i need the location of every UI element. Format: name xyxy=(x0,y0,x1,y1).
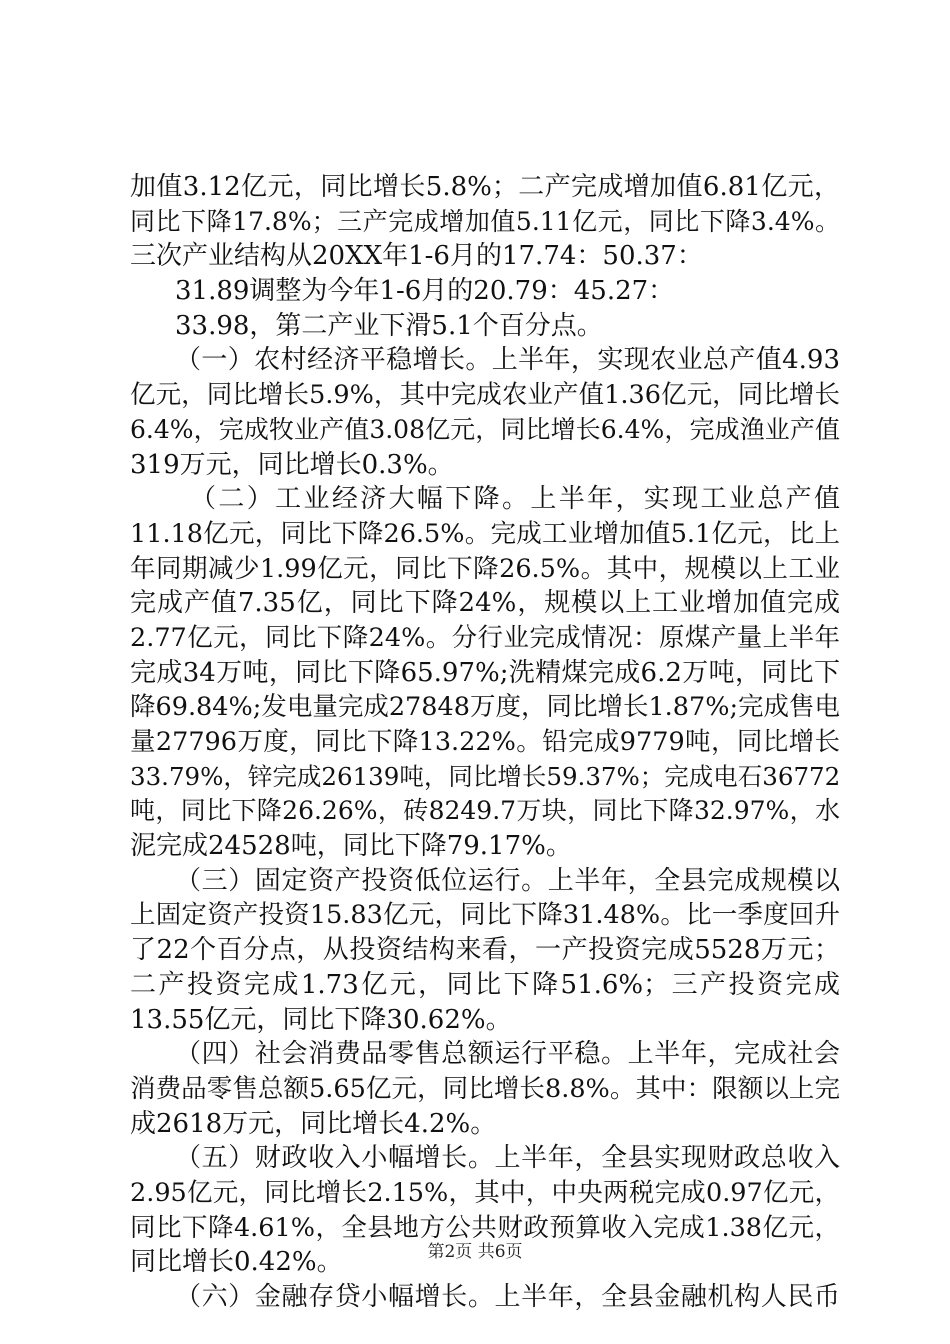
text-line: 成2618万元，同比增长4.2%。 xyxy=(130,1108,497,1139)
text-line: 完成34万吨，同比下降65.97%;洗精煤完成6.2万吨，同比下 xyxy=(130,657,840,688)
text-line: 33.98，第二产业下滑5.1个百分点。 xyxy=(175,310,603,341)
text-line: （三）固定资产投资低位运行。上半年，全县完成规模以 xyxy=(175,865,840,896)
text-line: 2.95亿元，同比增长2.15%，其中，中央两税完成0.97亿元， xyxy=(130,1177,840,1208)
text-line: 消费品零售总额5.65亿元，同比增长8.8%。其中：限额以上完 xyxy=(130,1073,840,1104)
text-line: 上固定资产投资15.83亿元，同比下降31.48%。比一季度回升 xyxy=(130,900,840,931)
text-line: 降69.84%;发电量完成27848万度，同比增长1.87%;完成售电 xyxy=(130,692,840,723)
text-line: （五）财政收入小幅增长。上半年，全县实现财政总收入 xyxy=(175,1143,840,1174)
text-line: 年同期减少1.99亿元，同比下降26.5%。其中，规模以上工业 xyxy=(130,553,840,584)
document-body xyxy=(130,170,840,1315)
text-line: 量27796万度，同比下降13.22%。铅完成9779吨，同比增长 xyxy=(130,727,840,757)
text-line: 吨，同比下降26.26%，砖8249.7万块，同比下降32.97%，水 xyxy=(130,796,840,826)
text-line: 了22个百分点，从投资结构来看，一产投资完成5528万元； xyxy=(130,935,840,966)
text-line: 二产投资完成1.73亿元，同比下降51.6%；三产投资完成 xyxy=(130,969,840,1000)
text-line: 13.55亿元，同比下降30.62%。 xyxy=(130,1004,512,1035)
text-line: 同比增长0.42%。 xyxy=(130,1247,343,1278)
text-line: （六）金融存贷小幅增长。上半年，全县金融机构人民币 xyxy=(175,1282,840,1312)
text-line: 319万元，同比增长0.3%。 xyxy=(130,449,454,480)
text-line: 同比下降17.8%；三产完成增加值5.11亿元，同比下降3.4%。 xyxy=(130,206,840,236)
text-line: 2.77亿元，同比下降24%。分行业完成情况：原煤产量上半年 xyxy=(130,622,840,653)
text-line: 11.18亿元，同比下降26.5%。完成工业增加值5.1亿元，比上 xyxy=(130,518,840,549)
text-line: 33.79%，锌完成26139吨，同比增长59.37%；完成电石36772 xyxy=(130,761,840,791)
text-line: （一）农村经济平稳增长。上半年，实现农业总产值4.93 xyxy=(175,345,840,376)
text-line: 泥完成24528吨，同比下降79.17%。 xyxy=(130,831,572,862)
text-line: 加值3.12亿元，同比增长5.8%；二产完成增加值6.81亿元， xyxy=(130,172,840,202)
text-line: 完成产值7.35亿，同比下降24%，规模以上工业增加值完成 xyxy=(130,588,840,619)
text-line: 亿元，同比增长5.9%，其中完成农业产值1.36亿元，同比增长 xyxy=(130,380,840,411)
text-line: （四）社会消费品零售总额运行平稳。上半年，完成社会 xyxy=(175,1039,840,1070)
text-line: 三次产业结构从20XX年1-6月的17.74：50.37： xyxy=(130,241,703,272)
page-footer: 第2页 共6页 xyxy=(427,1242,523,1262)
text-line: 同比下降4.61%，全县地方公共财政预算收入完成1.38亿元， xyxy=(130,1212,840,1243)
text-line: （二）工业经济大幅下降。上半年，实现工业总产值 xyxy=(190,484,840,515)
text-line: 6.4%，完成牧业产值3.08亿元，同比增长6.4%，完成渔业产值 xyxy=(130,414,840,444)
text-line: 31.89调整为今年1-6月的20.79：45.27： xyxy=(175,276,675,307)
